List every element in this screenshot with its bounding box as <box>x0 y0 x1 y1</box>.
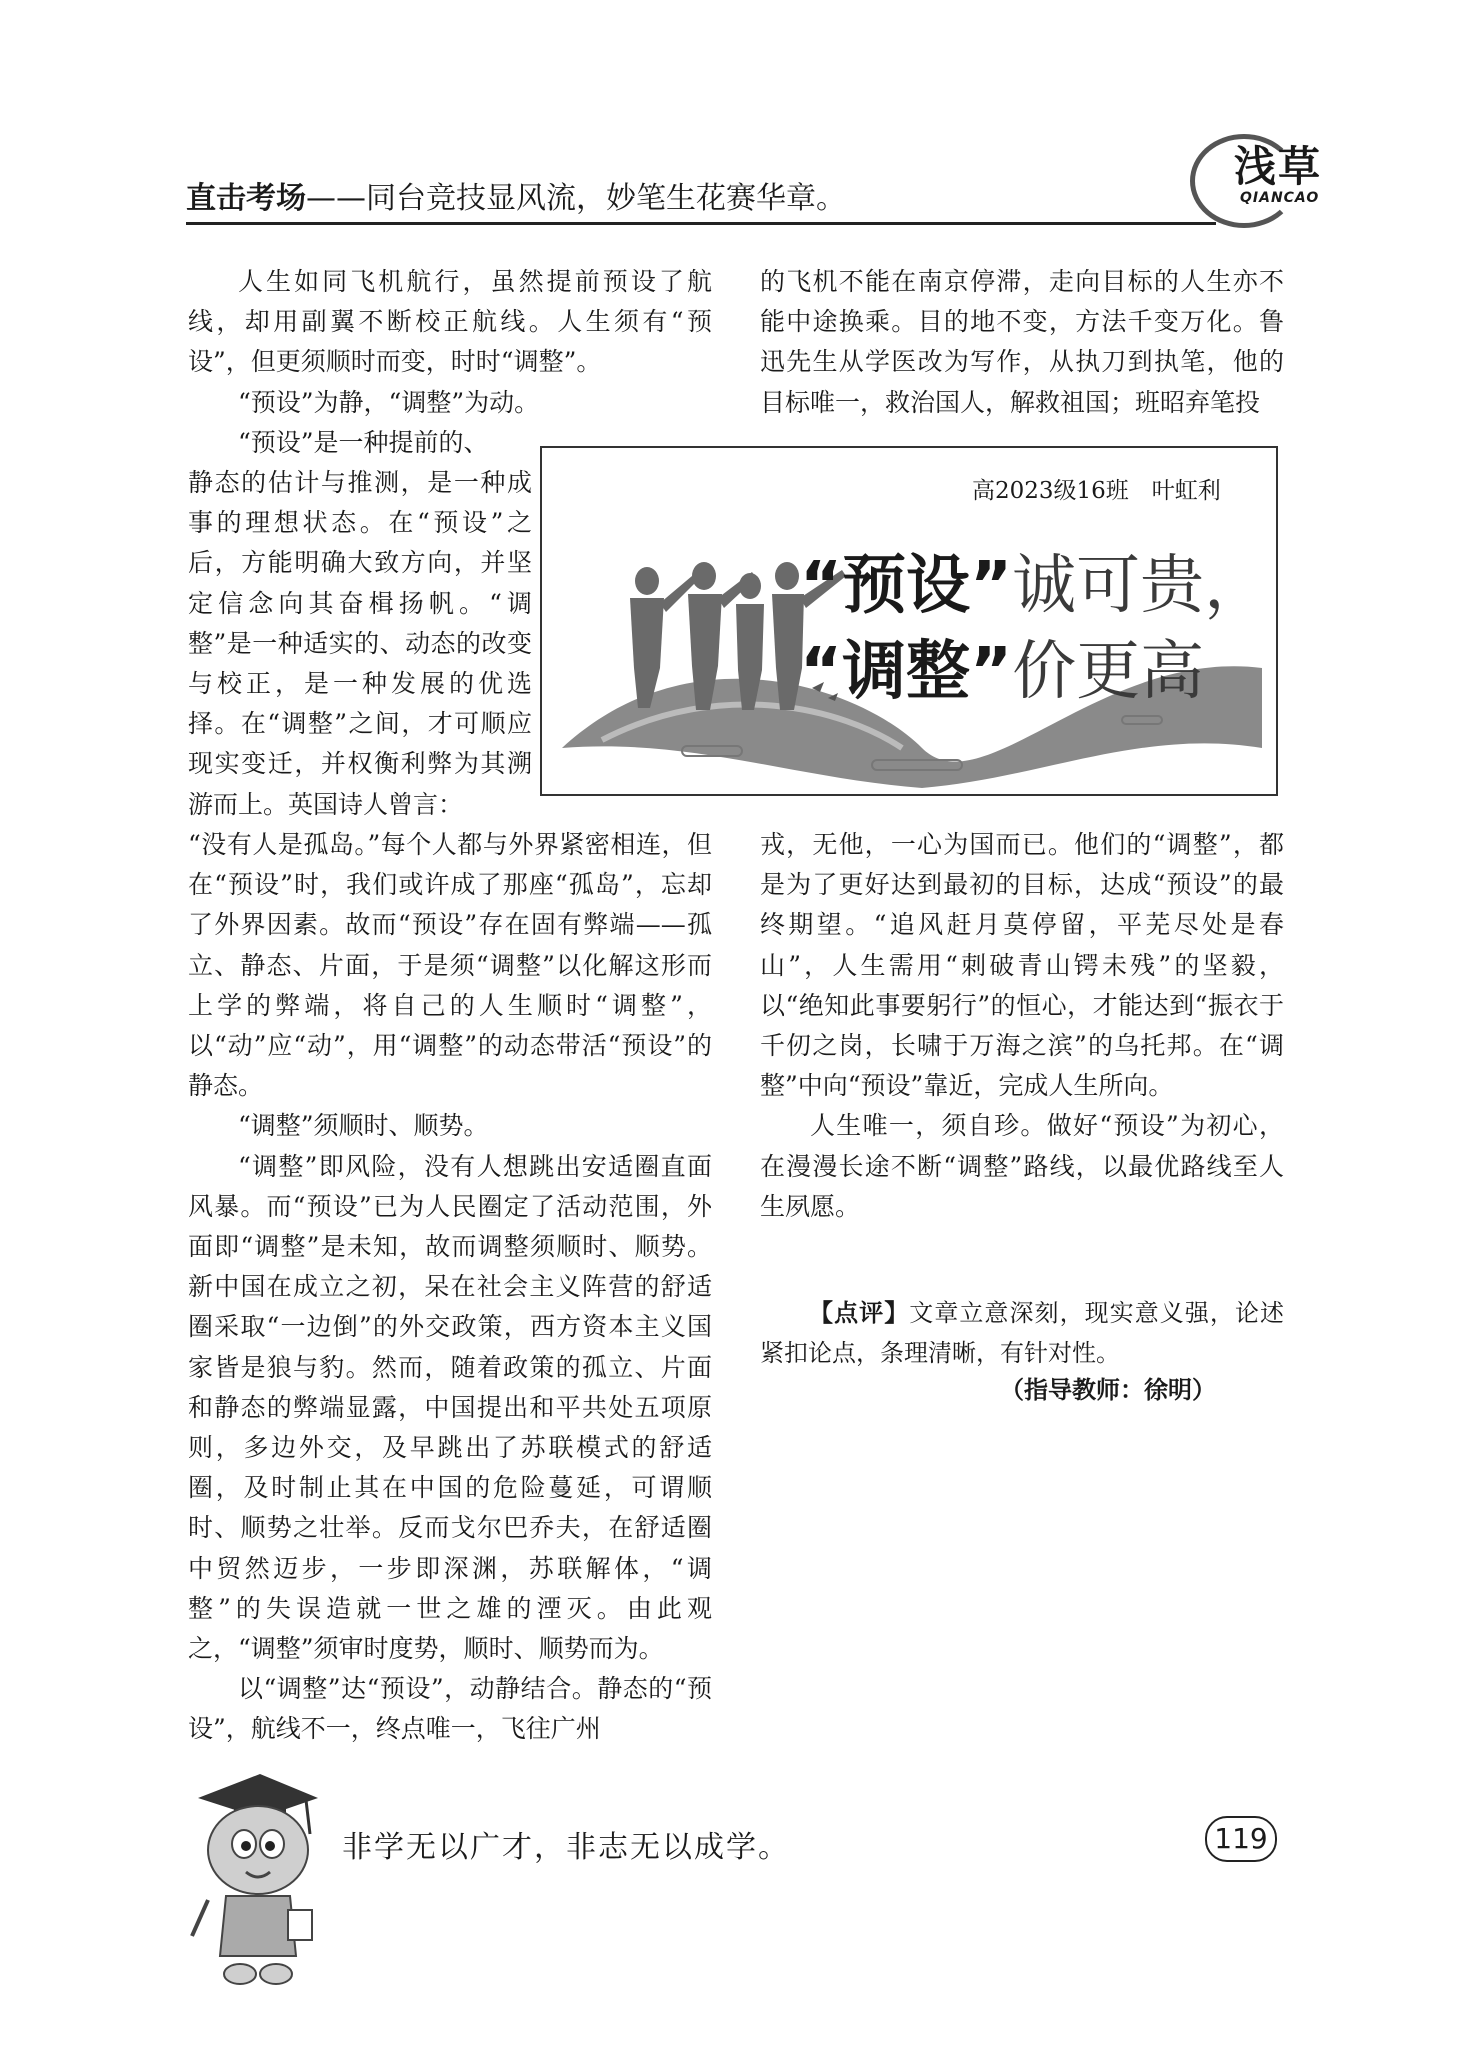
left-column-top <box>188 262 712 463</box>
paragraph: “没有人是孤岛。”每个人都与外界紧密相连，但在“预设”时，我们或许成了那座“孤岛”，忘却了外界因素。故而“预设”存在固有弊端——孤立、静态、片面，于是须“调整”以化解这形而上学的弊端，将自己的人生顺时“调整”，以“动”应“动”，用“调整”的动态带活“预设”的静态。 <box>188 830 712 1101</box>
header-slogan: 同台竞技显风流，妙笔生花赛华章。 <box>366 181 846 216</box>
right-column-bottom <box>760 825 1284 1227</box>
left-column-wrap <box>188 463 532 825</box>
paragraph: “预设”为静，“调整”为动。 <box>238 387 540 417</box>
comment-label: 【点评】 <box>808 1299 910 1327</box>
paragraph: “调整”须顺时、顺势。 <box>238 1111 489 1141</box>
title-rest: 价更高 <box>1012 635 1205 709</box>
brand-logo <box>1190 128 1360 228</box>
running-header <box>186 178 1066 220</box>
brand-name-en: QIANCAO <box>1240 190 1320 206</box>
advisor-credit: （指导教师：徐明） <box>1000 1376 1216 1404</box>
title-keyword: “调整” <box>800 635 1013 709</box>
paragraph: 的飞机不能在南京停滞，走向目标的人生亦不能中途换乘。目的地不变，方法千变万化。鲁迅先生从学医改为写作，从执刀到执笔，他的目标唯一，救治国人，解救祖国；班昭弃笔投 <box>760 267 1284 417</box>
header-dash: —— <box>306 181 366 216</box>
right-column-top <box>760 262 1284 423</box>
mascot-scholar-icon <box>178 1760 318 2000</box>
comment-text: 文章立意深刻，现实意义强，论述紧扣论点，条理清晰，有针对性。 <box>760 1299 1285 1367</box>
page-number: 119 <box>1205 1816 1277 1862</box>
header-rule <box>186 222 1216 225</box>
brand-name-cn: 浅草 <box>1234 142 1323 191</box>
left-column-bottom <box>188 825 712 1750</box>
title-keyword: “预设” <box>800 549 1013 623</box>
paragraph: 人生如同飞机航行，虽然提前预设了航线，却用副翼不断校正航线。人生须有“预设”，但更须顺时而变，时时“调整”。 <box>188 267 712 377</box>
paragraph: 以“调整”达“预设”，动静结合。静态的“预设”，航线不一，终点唯一，飞往广州 <box>188 1674 712 1744</box>
title-box <box>540 446 1278 796</box>
section-name: 直击考场 <box>186 181 306 216</box>
paragraph: 人生唯一，须自珍。做好“预设”为初心，在漫漫长途不断“调整”路线，以最优路线至人生夙愿。 <box>760 1111 1284 1221</box>
article-title-line-1 <box>800 548 1268 624</box>
paragraph: 戎，无他，一心为国而已。他们的“调整”，都是为了更好达到最初的目标，达成“预设”的最终期望。“追风赶月莫停留，平芜尽处是春山”，人生需用“刺破青山锷未残”的坚毅，以“绝知此事要躬行”的恒心，才能达到“振衣于千仞之岗，长啸于万海之滨”的乌托邦。在“调整”中向“预设”靠近，完成人生所向。 <box>760 830 1284 1101</box>
article-title-line-2 <box>800 634 1204 710</box>
author-line: 高2023级16班 叶虹利 <box>972 478 1221 504</box>
paragraph: “预设”是一种提前的、 <box>238 427 489 457</box>
paragraph: 静态的估计与推测，是一种成事的理想状态。在“预设”之后，方能明确大致方向，并坚定信念向其奋楫扬帆。“调整”是一种适实的、动态的改变与校正，是一种发展的优选择。在“调整”之间，才可顺应现实变迁，并权衡利弊为其溯游而上。英国诗人曾言： <box>188 468 532 819</box>
title-rest: 诚可贵， <box>1012 549 1269 623</box>
teacher-comment <box>760 1293 1284 1373</box>
footer-motto: 非学无以广才，非志无以成学。 <box>342 1830 790 1865</box>
paragraph: “调整”即风险，没有人想跳出安适圈直面风暴。而“预设”已为人民圈定了活动范围，外面即“调整”是未知，故而调整须顺时、顺势。新中国在成立之初，呆在社会主义阵营的舒适圈采取“一边倒”的外交政策，西方资本主义国家皆是狼与豹。然而，随着政策的孤立、片面和静态的弊端显露，中国提出和平共处五项原则，多边外交，及早跳出了苏联模式的舒适圈，及时制止其在中国的危险蔓延，可谓顺时、顺势之壮举。反而戈尔巴乔夫，在舒适圈中贸然迈步，一步即深渊，苏联解体，“调整”的失误造就一世之雄的湮灭。由此观之，“调整”须审时度势，顺时、顺势而为。 <box>188 1151 712 1664</box>
